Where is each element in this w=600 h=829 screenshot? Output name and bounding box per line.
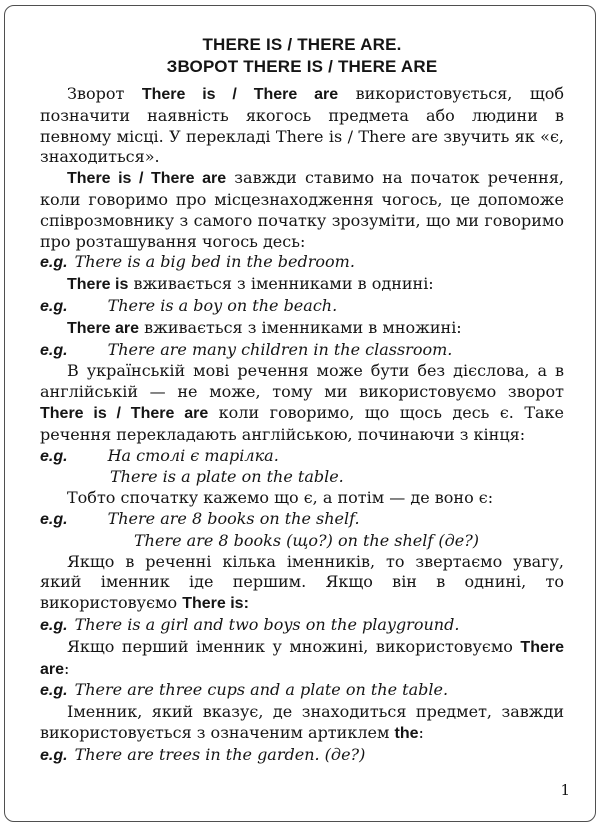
paragraph <box>40 168 564 252</box>
paragraph <box>40 274 564 296</box>
eg-gap <box>68 354 108 355</box>
page-number: 1 <box>560 781 570 799</box>
paragraph <box>40 488 564 509</box>
eg-label: e.g. <box>40 510 68 528</box>
eg-gap <box>68 629 75 630</box>
example-line <box>40 252 564 274</box>
example-line <box>40 340 564 362</box>
bold-text: There is: <box>182 595 249 613</box>
bold-text: There is / There are <box>67 170 227 188</box>
body-text: Іменник, який вказує, де знаходиться предмет, завжди використовується з означеним артиклем <box>40 702 564 742</box>
bold-text: There is / There are <box>141 86 339 103</box>
page-title-line1: THERE IS / THERE ARE. <box>202 35 402 54</box>
eg-gap <box>68 694 75 695</box>
eg-gap <box>68 310 108 311</box>
eg-label: e.g. <box>40 341 68 359</box>
example-line <box>40 745 564 767</box>
example-continuation <box>40 531 564 552</box>
eg-label: e.g. <box>40 682 68 700</box>
example-text: There is a big bed in the bedroom. <box>74 252 355 272</box>
eg-label: e.g. <box>40 616 68 634</box>
bold-text: There are <box>67 319 140 337</box>
body-text: завжди ставимо на початок речення, коли говоримо про місцезнаходження чогось, це допоможе співрозмовнику з самого початку зрозуміти, що ми говоримо про розташування чогось десь: <box>40 168 565 251</box>
paragraph <box>40 361 564 445</box>
page-content <box>40 84 564 767</box>
body-text: Якщо в реченні кілька іменників, то звертаємо увагу, який іменник іде першим. Якщо він в однині, то використовуємо <box>40 551 564 613</box>
paragraph <box>40 84 564 168</box>
example-text: There is a boy on the beach. <box>107 295 338 315</box>
example-text: There are 8 books (що?) on the shelf (де?) <box>134 530 480 550</box>
page-title-line2: ЗВОРОТ THERE IS / THERE ARE <box>166 57 438 76</box>
example-line <box>40 509 564 531</box>
eg-gap <box>68 759 75 760</box>
example-continuation <box>40 467 564 488</box>
eg-gap <box>68 523 108 524</box>
eg-label: e.g. <box>40 447 68 465</box>
body-text: Якщо перший іменник у множині, використовуємо <box>67 636 521 656</box>
body-text: Зворот <box>67 84 142 103</box>
example-line <box>40 680 564 702</box>
example-line <box>40 615 564 637</box>
body-text: В українській мові речення може бути без дієслова, а в англійській — не може, тому ми використовуємо зворот <box>40 361 564 402</box>
example-text: There is a girl and two boys on the playground. <box>74 614 460 634</box>
example-text: На столі є тарілка. <box>107 445 279 465</box>
example-line <box>40 446 564 468</box>
eg-label: e.g. <box>40 254 68 272</box>
paragraph <box>40 318 564 340</box>
eg-label: e.g. <box>40 746 68 764</box>
body-text: використовується, щоб позначити наявність якогось предмета або людини в певному місці. У перекладі There is / There are звучить як «є, знаходиться». <box>40 84 565 167</box>
example-text: There are three cups and a plate on the table. <box>74 680 449 700</box>
bold-text: There are <box>40 638 564 678</box>
body-text: вживається з іменниками в однині: <box>128 274 434 294</box>
body-text: : <box>64 658 70 678</box>
eg-label: e.g. <box>40 297 68 315</box>
paragraph <box>40 637 564 681</box>
body-text: : <box>418 722 424 742</box>
bold-text: There is / There are <box>40 404 209 422</box>
body-text: Тобто спочатку кажемо що є, а потім — де воно є: <box>67 488 494 508</box>
example-line <box>40 296 564 318</box>
paragraph <box>40 552 564 615</box>
paragraph <box>40 702 564 745</box>
body-text: вживається з іменниками в множині: <box>139 317 462 337</box>
example-text: There is a plate on the table. <box>110 467 344 487</box>
bold-text: the <box>394 724 419 742</box>
example-text: There are trees in the garden. (де?) <box>74 744 366 764</box>
example-text: There are many children in the classroom. <box>107 339 453 359</box>
example-text: There are 8 books on the shelf. <box>107 508 360 528</box>
eg-gap <box>68 266 75 267</box>
page-content-area <box>40 34 564 767</box>
body-text: коли говоримо, що щось десь є. Таке речення перекладають англійською, починаючи з кінця: <box>40 402 564 444</box>
bold-text: There is <box>67 276 129 294</box>
eg-gap <box>68 460 108 461</box>
